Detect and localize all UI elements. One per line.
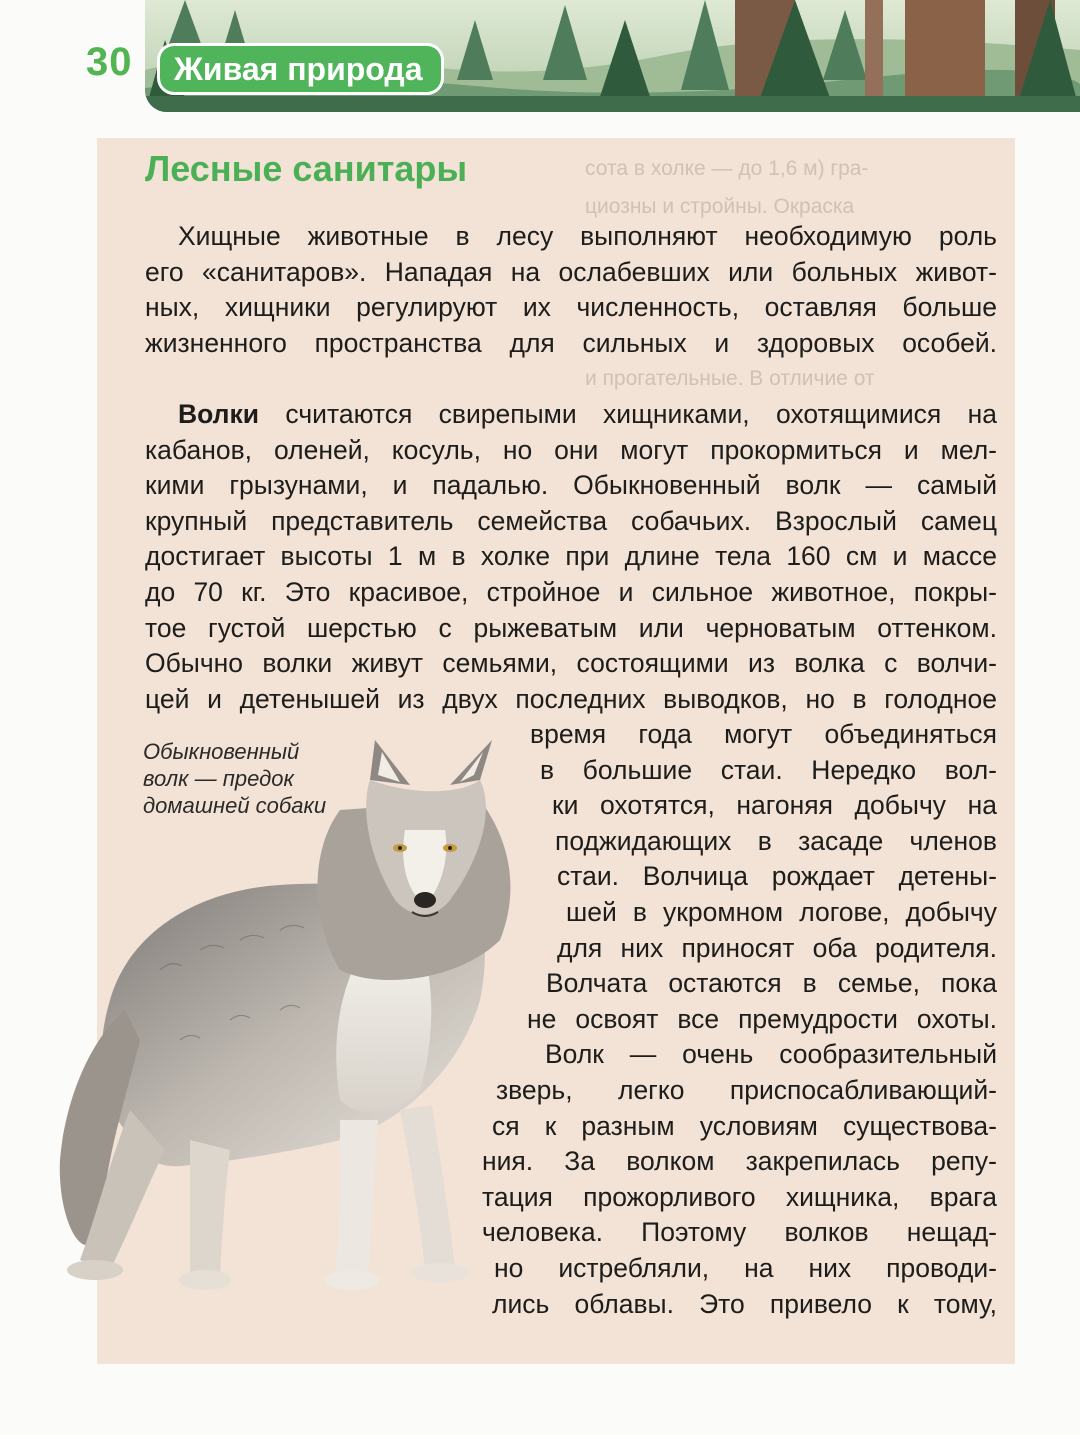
text-line [145, 397, 997, 433]
text-line: Хищные животные в лесу выполняют необходимую роль [178, 221, 997, 251]
text-fragment: считаются свирепыми хищниками, охотящимися на [259, 399, 997, 429]
wolves-lead-word: Волки [178, 399, 260, 429]
text-line: ки охотятся, нагоняя добычу на [552, 790, 997, 821]
wolves-paragraph [145, 397, 997, 717]
text-line: жизненного пространства для сильных и здоровых особей. [145, 327, 997, 358]
text-line: человека. Поэтому волков нещад- [482, 1217, 997, 1248]
text-line: для них приносят оба родителя. [557, 932, 997, 963]
text-line: Волк — очень сообразительный [545, 1039, 997, 1070]
text-line: время года могут объединяться [530, 719, 997, 749]
text-line: стаи. Волчица рождает детены- [557, 861, 997, 892]
section-title-tab: Живая природа [160, 46, 441, 92]
bleed-through-line: сота в холке — до 1,6 м) гра- [585, 157, 869, 180]
intro-paragraph [145, 219, 997, 361]
text-line: в большие стаи. Нередко вол- [540, 754, 997, 785]
bleed-through-line: и прогательные. В отличие от [585, 367, 875, 390]
text-line: лись облавы. Это привело к тому, [492, 1288, 997, 1319]
text-line: поджидающих в засаде членов [555, 825, 997, 856]
text-line: шей в укромном логове, добычу [566, 896, 997, 927]
page-number: 30 [86, 40, 133, 84]
text-line: зверь, легко приспосабливающий- [496, 1074, 997, 1105]
text-line: но истребляли, на них проводи- [494, 1252, 997, 1283]
wolf-illustration [40, 740, 530, 1305]
text-line: ния. За волком закрепилась репу- [482, 1146, 997, 1177]
text-line: ся к разным условиям существова- [492, 1110, 997, 1141]
figure-caption: Обыкновенный волк — предок домашней собаки [143, 739, 327, 818]
text-line: достигает высоты 1 м в холке при длине тела 160 см и массе [145, 541, 997, 572]
text-line: кабанов, оленей, косуль, но они могут прокормиться и мел- [145, 434, 997, 465]
text-line: не освоят все премудрости охоты. [527, 1003, 997, 1034]
bleed-through-line: циозны и стройны. Окраска [585, 195, 855, 218]
text-line: Волчата остаются в семье, пока [546, 968, 997, 999]
text-line: цей и детенышей из двух последних выводков, но в голодное [145, 683, 997, 714]
text-line: до 70 кг. Это красивое, стройное и сильное животное, покры- [145, 576, 997, 607]
text-line: крупный представитель семейства собачьих. Взрослый самец [145, 505, 997, 536]
text-line: тация прожорливого хищника, врага [482, 1181, 997, 1212]
text-line: Обычно волки живут семьями, состоящими из волка с волчи- [145, 648, 997, 679]
text-line: ных, хищники регулируют их численность, оставляя больше [145, 292, 997, 323]
article-title: Лесные санитары [145, 148, 468, 189]
text-line: тое густой шерстью с рыжеватым или черноватым оттенком. [145, 612, 997, 643]
text-line: кими грызунами, и падалью. Обыкновенный волк — самый [145, 470, 997, 501]
text-line: его «санитаров». Нападая на ослабевших или больных живот- [145, 256, 997, 287]
